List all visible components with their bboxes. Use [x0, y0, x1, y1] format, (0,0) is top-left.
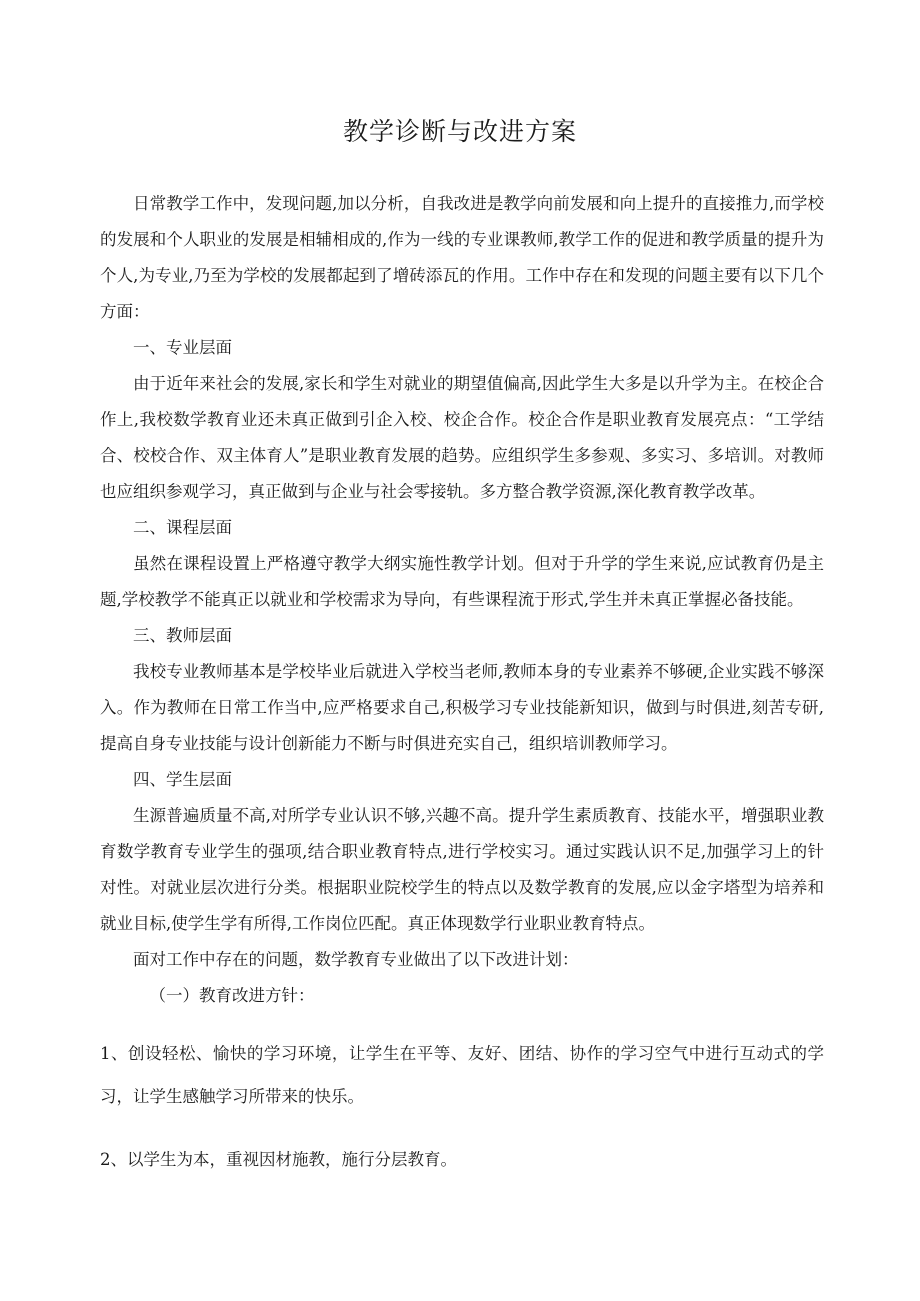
- plan-item: 2、以学生为本，重视因材施教，施行分层教育。: [100, 1150, 457, 1169]
- section-paragraph: 生源普遍质量不高,对所学专业认识不够,兴趣不高。提升学生素质教育、技能水平，增强职业教育数学教育专业学生的强项,结合职业教育特点,进行学校实习。通过实践认识不足,加强学习上的针对性。对就业层次进行分类。根据职业院校学生的特点以及数学教育的发展,应以金字塔型为培养和就业目标,使学生学有所得,工作岗位匹配。真正体现数学行业职业教育特点。: [100, 806, 824, 933]
- section-paragraph: 我校专业教师基本是学校毕业后就进入学校当老师,教师本身的专业素养不够硬,企业实践不够深入。作为教师在日常工作当中,应严格要求自己,积极学习专业技能新知识，做到与时俱进,刻苦专研,提高自身专业技能与设计创新能力不断与时俱进充实自己，组织培训教师学习。: [100, 662, 824, 753]
- section-heading: 三、教师层面: [133, 626, 232, 645]
- section-heading: 二、课程层面: [133, 518, 232, 537]
- section-heading: 四、学生层面: [133, 770, 232, 789]
- intro-paragraph: 日常教学工作中，发现问题,加以分析，自我改进是教学向前发展和向上提升的直接推力,而学校的发展和个人职业的发展是相辅相成的,作为一线的专业课教师,教学工作的促进和教学质量的提升为个人,为专业,乃至为学校的发展都起到了增砖添瓦的作用。工作中存在和发现的问题主要有以下几个方面：: [100, 194, 824, 321]
- section-paragraph: 由于近年来社会的发展,家长和学生对就业的期望值偏高,因此学生大多是以升学为主。在校企合作上,我校数学教育业还未真正做到引企入校、校企合作。校企合作是职业教育发展亮点：“工学结合、校校合作、双主体育人”是职业教育发展的趋势。应组织学生多参观、多实习、多培训。对教师也应组织参观学习，真正做到与企业与社会零接轨。多方整合教学资源,深化教育教学改革。: [100, 374, 824, 501]
- section-heading: 一、专业层面: [133, 338, 232, 357]
- plan-intro: 面对工作中存在的问题，数学教育专业做出了以下改进计划：: [133, 950, 579, 969]
- document-body: [100, 186, 824, 1181]
- plan-heading: （一）教育改进方针：: [149, 986, 315, 1005]
- plan-item: 1、创设轻松、愉快的学习环境，让学生在平等、友好、团结、协作的学习空气中进行互动式的学习，让学生感触学习所带来的快乐。: [100, 1044, 824, 1106]
- page-title: 教学诊断与改进方案: [342, 117, 577, 146]
- section-paragraph: 虽然在课程设置上严格遵守教学大纲实施性教学计划。但对于升学的学生来说,应试教育仍是主题,学校教学不能真正以就业和学校需求为导向，有些课程流于形式,学生并未真正掌握必备技能。: [100, 554, 824, 609]
